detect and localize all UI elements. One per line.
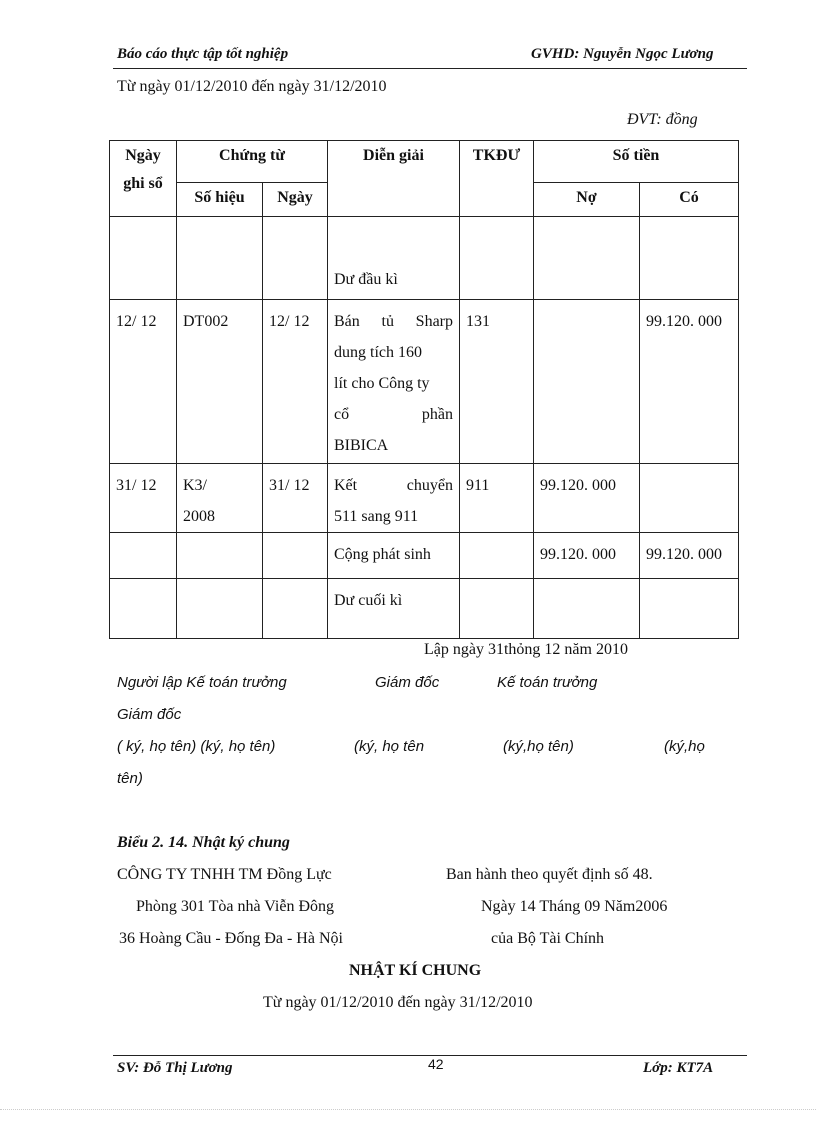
cell-description: Bán tủ Sharp dung tích 160 lít cho Công ty cổ phần BIBICA xyxy=(328,300,460,464)
footer-left: SV: Đỗ Thị Lương xyxy=(117,1060,233,1076)
header-left: Báo cáo thực tập tốt nghiệp xyxy=(117,46,289,62)
date-line: Lập ngày 31thỏng 12 năm 2010 xyxy=(424,641,628,658)
header-ngay-ghi-so: Ngày ghi sổ xyxy=(110,141,177,217)
cell-credit xyxy=(640,464,739,533)
signature-hint: tên) xyxy=(117,770,143,787)
cell-doc-no: K3/ 2008 xyxy=(177,464,263,533)
header-so-tien: Số tiền xyxy=(534,141,739,183)
cell-doc-date: 31/ 12 xyxy=(263,464,328,533)
cell-credit: 99.120. 000 xyxy=(640,300,739,464)
cell-debit: 99.120. 000 xyxy=(534,464,640,533)
signature-hint: (ký, họ tên xyxy=(354,738,425,755)
signature-role: Giám đốc xyxy=(375,674,440,691)
ledger-table xyxy=(109,140,739,639)
header-co: Có xyxy=(640,183,739,217)
decree-line-1: Ban hành theo quyết định số 48. xyxy=(446,866,653,883)
cell-cong-phat-sinh: Cộng phát sinh xyxy=(328,533,460,579)
cell-account: 131 xyxy=(460,300,534,464)
header-dien-giai: Diễn giải xyxy=(328,141,460,217)
period-top: Từ ngày 01/12/2010 đến ngày 31/12/2010 xyxy=(117,78,387,95)
header-chung-tu: Chứng từ xyxy=(177,141,328,183)
header-right: GVHD: Nguyễn Ngọc Lương xyxy=(531,46,714,62)
table-row xyxy=(110,579,739,639)
unit-label: ĐVT: đồng xyxy=(627,111,698,128)
cell-doc-date: 12/ 12 xyxy=(263,300,328,464)
cell-date: 31/ 12 xyxy=(110,464,177,533)
header-no: Nợ xyxy=(534,183,640,217)
signature-role: Người lập Kế toán trưởng xyxy=(117,674,287,691)
journal-period: Từ ngày 01/12/2010 đến ngày 31/12/2010 xyxy=(263,994,533,1011)
cell-du-cuoi-ki: Dư cuối kì xyxy=(328,579,460,639)
page-edge xyxy=(0,1109,816,1110)
table-row xyxy=(110,217,739,300)
company-address-1: Phòng 301 Tòa nhà Viễn Đông xyxy=(136,898,334,915)
header-rule xyxy=(113,68,747,69)
cell-du-dau-ki: Dư đầu kì xyxy=(328,217,460,300)
header-ngay: Ngày xyxy=(263,183,328,217)
signature-hint: ( ký, họ tên) (ký, họ tên) xyxy=(117,738,276,755)
table-row xyxy=(110,300,739,464)
signature-role: Giám đốc xyxy=(117,706,182,723)
journal-title: NHẬT KÍ CHUNG xyxy=(349,962,482,979)
signature-role: Kế toán trưởng xyxy=(497,674,598,691)
decree-line-3: của Bộ Tài Chính xyxy=(491,930,605,947)
section-title: Biểu 2. 14. Nhật ký chung xyxy=(117,834,290,851)
cell-description: Kết chuyển 511 sang 911 xyxy=(328,464,460,533)
cell-credit-total: 99.120. 000 xyxy=(640,533,739,579)
footer-right: Lớp: KT7A xyxy=(643,1060,714,1076)
table-row xyxy=(110,533,739,579)
page-number: 42 xyxy=(428,1056,444,1072)
company-address-2: 36 Hoàng Cầu - Đống Đa - Hà Nội xyxy=(119,930,343,947)
company-name: CÔNG TY TNHH TM Đồng Lực xyxy=(117,866,332,883)
header-so-hieu: Số hiệu xyxy=(177,183,263,217)
cell-debit-total: 99.120. 000 xyxy=(534,533,640,579)
decree-line-2: Ngày 14 Tháng 09 Năm2006 xyxy=(481,898,668,915)
header-tkdu: TKĐƯ xyxy=(460,141,534,217)
table-row xyxy=(110,464,739,533)
signature-hint: (ký,họ xyxy=(664,738,705,755)
signature-hint: (ký,họ tên) xyxy=(503,738,574,755)
cell-doc-no: DT002 xyxy=(177,300,263,464)
table-header-row xyxy=(110,141,739,183)
cell-debit xyxy=(534,300,640,464)
cell-date: 12/ 12 xyxy=(110,300,177,464)
cell-account: 911 xyxy=(460,464,534,533)
